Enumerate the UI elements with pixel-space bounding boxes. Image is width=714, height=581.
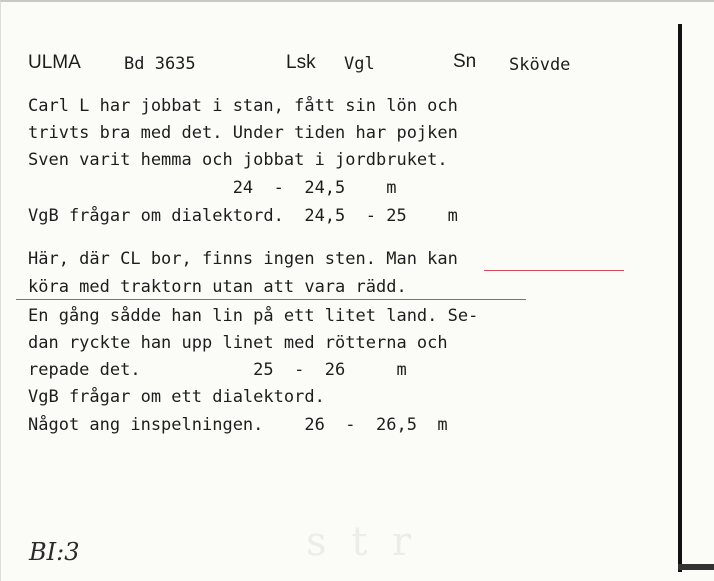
red-underline xyxy=(16,299,526,300)
parish-value: Skövde xyxy=(509,55,571,75)
text-line: Sven varit hemma och jobbat i jordbruket. xyxy=(28,150,448,170)
card-right-edge xyxy=(678,24,682,572)
text-line: En gång sådde han lin på ett litet land. Se- xyxy=(28,306,479,326)
province-value: Vgl xyxy=(344,54,375,74)
faint-show-through: s t r xyxy=(306,519,418,565)
text-line: Något ang inspelningen. 26 - 26,5 m xyxy=(28,415,448,435)
text-line: repade det. 25 - 26 m xyxy=(28,360,407,380)
text-line: Här, där CL bor, finns ingen sten. Man kan xyxy=(28,249,458,269)
volume-number: Bd 3635 xyxy=(124,54,196,74)
card-bottom-edge xyxy=(678,564,714,570)
province-label: Lsk xyxy=(286,52,316,73)
parish-label: Sn xyxy=(453,51,477,72)
text-line: köra med traktorn utan att vara rädd. xyxy=(28,277,407,297)
red-underline xyxy=(484,270,624,271)
text-line: VgB frågar om ett dialektord. xyxy=(28,387,325,407)
text-line: VgB frågar om dialektord. 24,5 - 25 m xyxy=(28,206,458,226)
text-line: dan ryckte han upp linet med rötterna och xyxy=(28,333,448,353)
text-line: trivts bra med det. Under tiden har pojken xyxy=(28,123,458,143)
handwritten-note: BI:3 xyxy=(29,538,80,566)
text-line: Carl L har jobbat i stan, fått sin lön och xyxy=(28,96,458,116)
archive-code: ULMA xyxy=(28,52,81,73)
text-line: 24 - 24,5 m xyxy=(28,178,397,198)
